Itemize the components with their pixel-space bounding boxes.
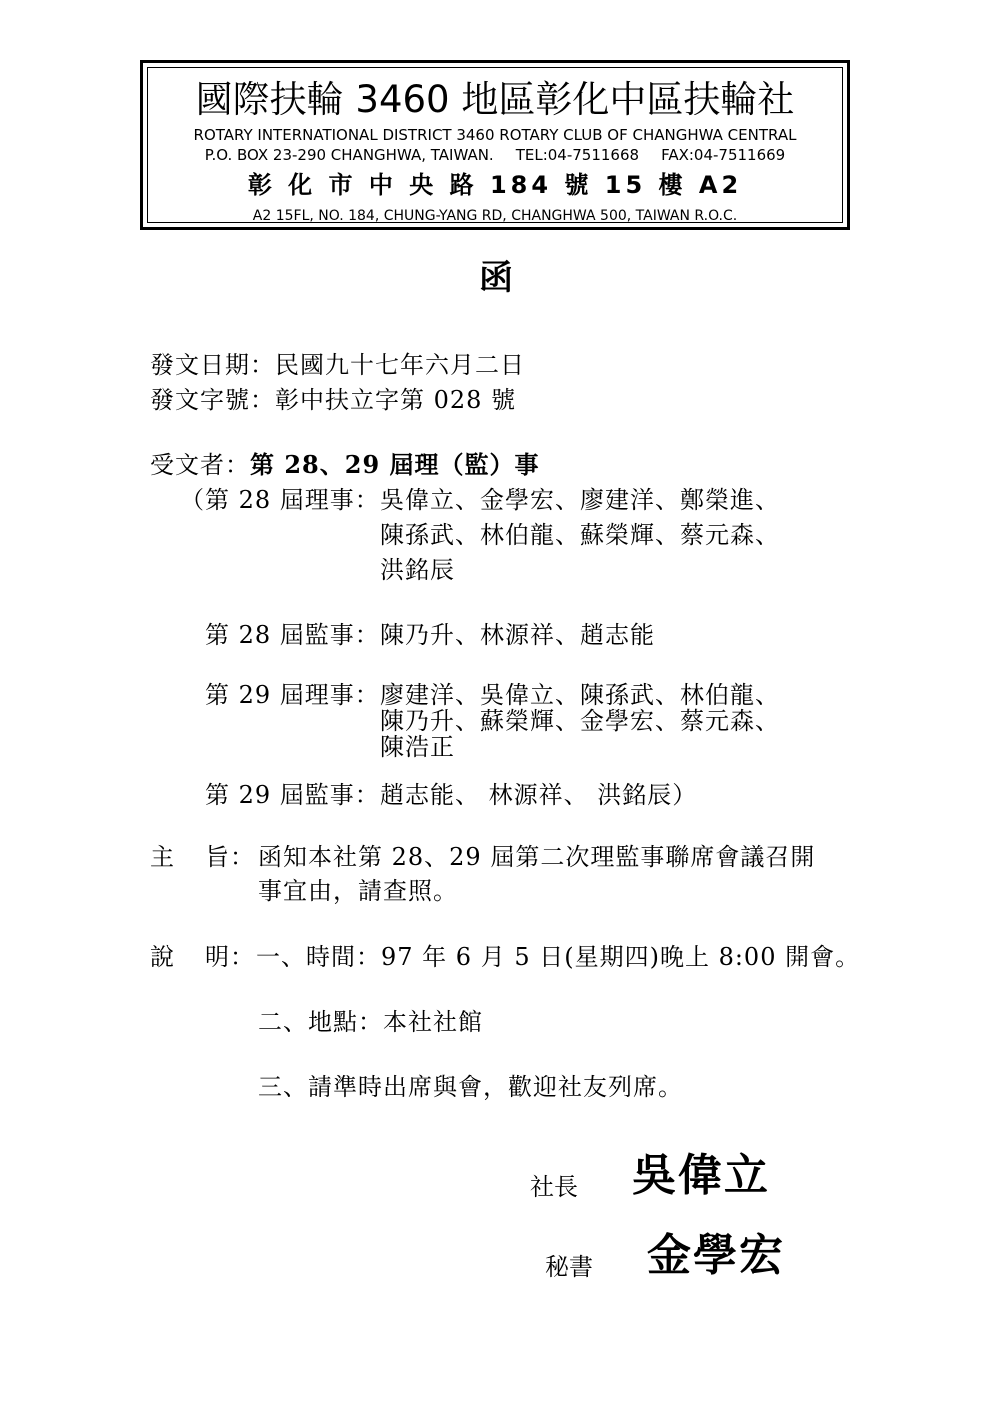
- issue-date: 發文日期：民國九十七年六月二日: [150, 351, 525, 379]
- board-28-directors-label: （第 28 屆理事：: [180, 486, 380, 514]
- president-title: 社長: [530, 1173, 578, 1201]
- board-28-supervisors-label: 第 28 屆監事：: [205, 621, 380, 649]
- address-english: A2 15FL, NO. 184, CHUNG-YANG RD, CHANGHWA 500, TAIWAN R.O.C.: [252, 208, 738, 224]
- club-name-english: ROTARY INTERNATIONAL DISTRICT 3460 ROTARY CLUB OF CHANGHWA CENTRAL: [193, 126, 797, 144]
- fax: FAX:04-7511669: [661, 146, 786, 164]
- address-chinese: 彰 化 市 中 央 路 184 號 15 樓 A2: [247, 171, 743, 199]
- telephone: TEL:04-7511668: [515, 146, 640, 164]
- board-28-supervisors-line: 陳乃升、林源祥、趙志能: [380, 621, 655, 649]
- subject-line: 函知本社第 28、29 屆第二次理監事聯席會議召開: [258, 843, 816, 871]
- subject-label-1: 主: [150, 843, 175, 871]
- po-box: P.O. BOX 23-290 CHANGHWA, TAIWAN.: [204, 146, 494, 164]
- contact-line: [148, 146, 842, 164]
- board-29-directors-label: 第 29 屆理事：: [205, 681, 380, 709]
- explanation-item: 一、時間：97 年 6 月 5 日(星期四)晚上 8:00 開會。: [256, 943, 861, 971]
- document-type: 函: [479, 258, 513, 298]
- board-28-directors-line: 陳孫武、林伯龍、蘇榮輝、蔡元森、: [380, 521, 780, 549]
- explanation-item: 二、地點：本社社館: [258, 1008, 483, 1036]
- explanation-label-1: 說: [150, 943, 175, 971]
- board-29-supervisors-line: 趙志能、 林源祥、 洪銘辰）: [380, 781, 698, 809]
- board-28-directors-line: 洪銘辰: [380, 556, 455, 584]
- recipient-label: 受文者：: [150, 451, 250, 479]
- board-29-supervisors-label: 第 29 屆監事：: [205, 781, 380, 809]
- secretary-name: 金學宏: [647, 1230, 785, 1281]
- secretary-title: 秘書: [545, 1253, 593, 1281]
- president-name: 吳偉立: [632, 1150, 770, 1201]
- recipient-value: 第 28、29 屆理（監）事: [250, 450, 540, 479]
- subject-label-2: 旨：: [205, 843, 255, 871]
- board-29-directors-line: 陳乃升、蘇榮輝、金學宏、蔡元森、: [380, 707, 780, 735]
- recipient-line: [150, 450, 540, 480]
- letterhead-inner-border: [147, 67, 843, 223]
- subject-line: 事宜由，請查照。: [258, 877, 458, 905]
- board-29-directors-line: 陳浩正: [380, 733, 455, 761]
- letterhead: [140, 60, 850, 230]
- board-28-directors-line: 吳偉立、金學宏、廖建洋、鄭榮進、: [380, 486, 780, 514]
- board-29-directors-line: 廖建洋、吳偉立、陳孫武、林伯龍、: [380, 681, 780, 709]
- explanation-item: 三、請準時出席與會，歡迎社友列席。: [258, 1073, 683, 1101]
- issue-number: 發文字號：彰中扶立字第 028 號: [150, 386, 517, 414]
- explanation-label-2: 明：: [205, 943, 255, 971]
- club-title: 國際扶輪 3460 地區彰化中區扶輪社: [195, 78, 795, 121]
